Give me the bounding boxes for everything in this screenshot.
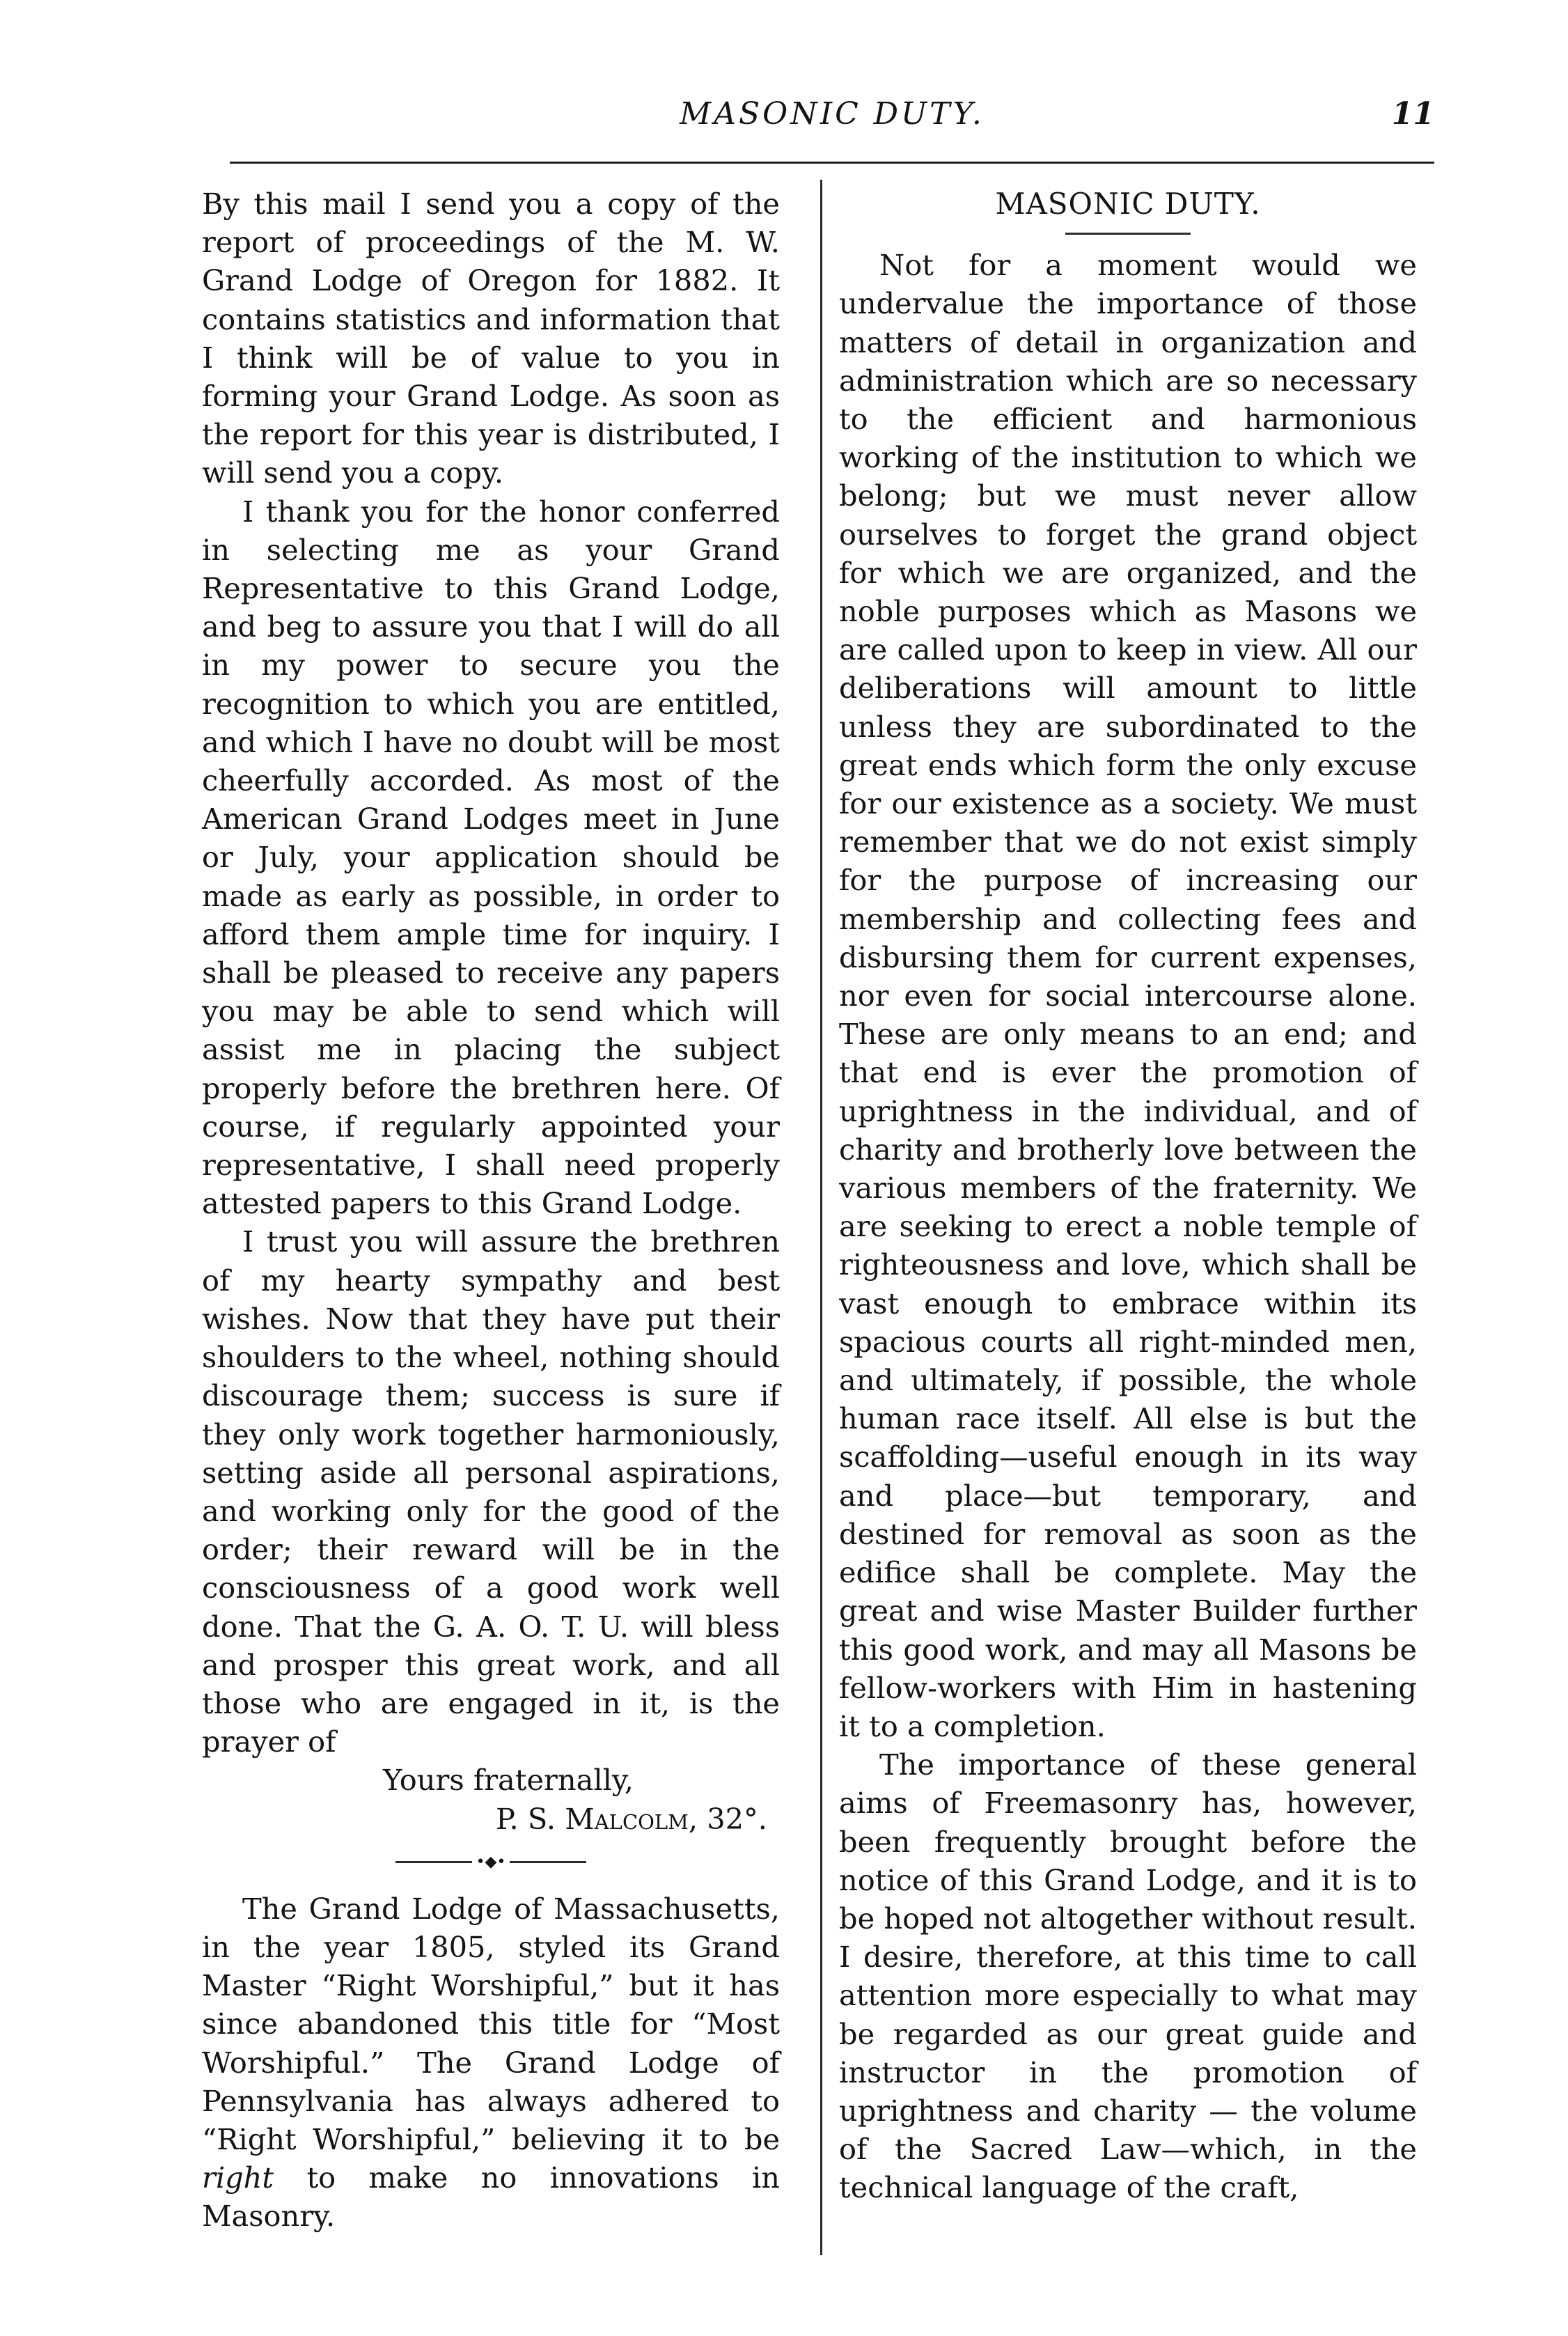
letter-paragraph-1: By this mail I send you a copy of the report of proceedings of the M. W. Grand Lodge of Oregon for 1882. It contains statistics and information that I think will be of value to you in forming your Grand Lodge. As soon as the report for this year is distributed, I will send you a copy.	[202, 187, 780, 490]
article-paragraph-2: The importance of these general aims of Freemasonry has, however, been frequently brought before the notice of this Grand Lodge, and it is to be hoped not altogether without result. I desire, therefore, at this time to call attention more especially to what may be regarded as our great guide and instructor in the promotion of uprightness and charity — the volume of the Sacred Law—which, in the technical language of the craft,	[839, 1747, 1417, 2205]
signature-initials: P. S.	[496, 1801, 556, 1836]
article-title: MASONIC DUTY.	[995, 187, 1261, 221]
left-column	[202, 185, 780, 2236]
header-rule	[230, 162, 1434, 164]
ornament-mark: •◆•	[476, 1853, 506, 1871]
note-text-end: to make no innovations in Masonry.	[202, 2160, 780, 2234]
letter-paragraph-2: I thank you for the honor conferred in selecting me as your Grand Representative to this Grand Lodge, and beg to assure you that I will do all in my power to secure you the recognition to which you are entitled, and which I have no doubt will be most cheerfully accorded. As most of the American Grand Lodges meet in June or July, your application should be made as early as possible, in order to afford them ample time for inquiry. I shall be pleased to receive any papers you may be able to send which will assist me in placing the subject properly before the brethren here. Of course, if regularly appointed your representative, I shall need properly attested papers to this Grand Lodge.	[202, 494, 780, 1221]
letter-paragraph-3: I trust you will assure the brethren of my hearty sympathy and best wishes. Now that they have put their shoulders to the wheel, nothing should discourage them; success is sure if they only work together harmoniously, setting aside all personal aspirations, and working only for the good of the order; their reward will be in the consciousness of a good work well done. That the G. A. O. T. U. will bless and prosper this great work, and all those who are engaged in it, is the prayer of	[202, 1224, 780, 1759]
page-number: 11	[1391, 96, 1434, 132]
title-rule	[1065, 233, 1191, 235]
note-text-start: The Grand Lodge of Massachusetts, in the year 1805, styled its Grand Master “Right Worshipful,” but it has since abandoned this title for “Most Worshipful.” The Grand Lodge of Pennsylvania has always adhered to “Right Worshipful,” believing it to be	[202, 1891, 780, 2156]
note-italic-word: right	[202, 2160, 274, 2195]
letter-closing: Yours fraternally,	[383, 1763, 634, 1798]
letter-signature	[202, 1800, 780, 1838]
massachusetts-note	[202, 1890, 780, 2236]
signature-name: Malcolm	[565, 1801, 689, 1836]
right-column	[839, 185, 1417, 2207]
signature-degree: , 32°.	[688, 1801, 767, 1836]
running-title: MASONIC DUTY.	[680, 96, 985, 132]
article-paragraph-1: Not for a moment would we undervalue the importance of those matters of detail in organization and administration which are so necessary to the efficient and harmonious working of the institution to which we belong; but we must never allow ourselves to forget the grand object for which we are organized, and the noble purposes which as Masons we are called upon to keep in view. All our deliberations will amount to little unless they are subordinated to the great ends which form the only excuse for our existence as a society. We must remember that we do not exist simply for the purpose of increasing our membership and collecting fees and disbursing them for current expenses, nor even for social intercourse alone. These are only means to an end; and that end is ever the promotion of uprightness in the individual, and of charity and brotherly love between the various members of the fraternity. We are seeking to erect a noble temple of righteousness and love, which shall be vast enough to embrace within its spacious courts all right-minded men, and ultimately, if possible, the whole human race itself. All else is but the scaffolding—useful enough in its way and place—but temporary, and destined for removal as soon as the edifice shall be complete. May the great and wise Master Builder further this good work, and may all Masons be fellow-workers with Him in hastening it to a completion.	[839, 248, 1417, 1743]
section-ornament	[202, 1846, 780, 1878]
column-divider	[820, 180, 822, 2255]
running-head	[230, 96, 1434, 145]
